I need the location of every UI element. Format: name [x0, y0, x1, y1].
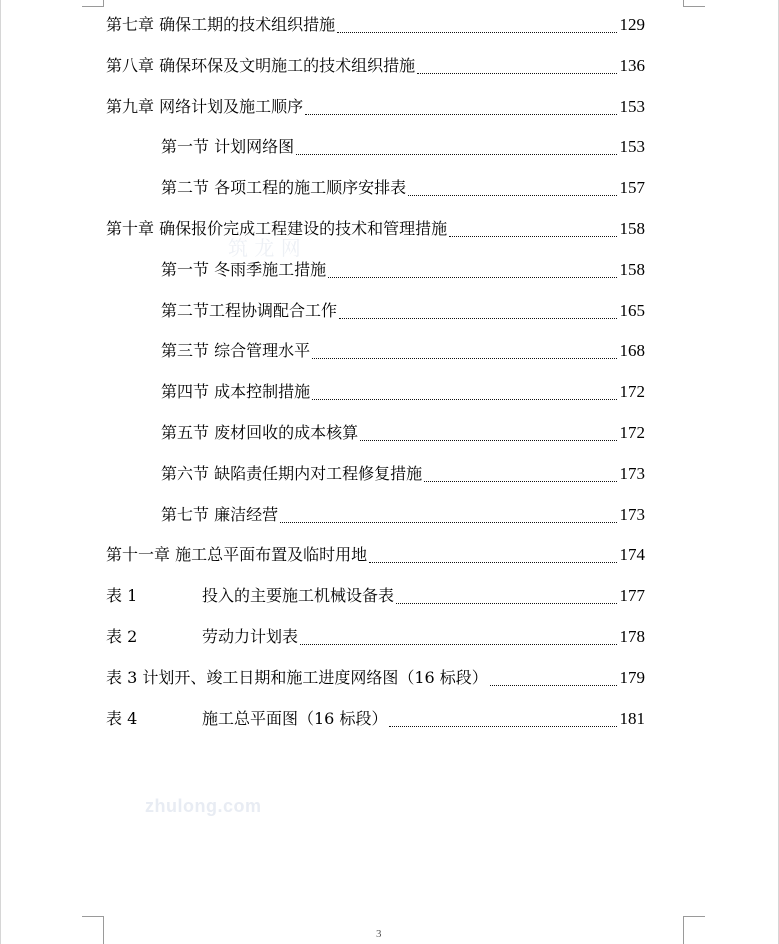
toc-entry[interactable]: [0, 174, 779, 202]
toc-entry-title: 第二节工程协调配合工作: [161, 300, 338, 320]
toc-entry-page: 173: [619, 463, 645, 483]
toc-entry-title-secondary: 劳动力计划表: [202, 627, 299, 646]
toc-entry[interactable]: [0, 256, 779, 284]
toc-dot-leader: [328, 249, 617, 278]
toc-dot-leader: [280, 494, 617, 523]
toc-entry-page: 157: [619, 178, 645, 198]
toc-entry-title: 表 2: [106, 627, 138, 646]
toc-dot-leader: [360, 412, 617, 441]
toc-dot-leader: [389, 698, 617, 727]
toc-entry-title-secondary: 施工总平面图（16 标段）: [202, 708, 388, 728]
toc-entry-title: 表 4: [106, 708, 138, 728]
toc-entry-page: 129: [619, 15, 645, 34]
toc-dot-leader: [296, 126, 617, 155]
toc-entry-title: 第五节 废材回收的成本核算: [161, 423, 359, 442]
toc-entry-page: 181: [619, 708, 645, 728]
toc-entry-title: 第六节 缺陷责任期内对工程修复措施: [161, 463, 423, 483]
toc-entry-title: 第七章 确保工期的技术组织措施: [106, 15, 336, 34]
toc-entry-title: 表 3 计划开、竣工日期和施工进度网络图（16 标段）: [106, 667, 488, 687]
toc-dot-leader: [396, 575, 617, 604]
toc-entry[interactable]: [0, 11, 779, 39]
toc-entry-title: 第三节 综合管理水平: [161, 341, 311, 361]
toc-entry[interactable]: [0, 623, 779, 651]
toc-entry[interactable]: [0, 297, 779, 325]
toc-entry[interactable]: [0, 664, 779, 692]
toc-entry[interactable]: [0, 378, 779, 406]
toc-entry-page: 153: [619, 137, 645, 157]
toc-dot-leader: [369, 534, 617, 563]
toc-dot-leader: [337, 4, 617, 33]
toc-entry[interactable]: [0, 582, 779, 610]
toc-entry-title: 第九章 网络计划及施工顺序: [106, 96, 304, 116]
toc-entry[interactable]: [0, 133, 779, 161]
toc-entry[interactable]: [0, 93, 779, 121]
toc-entry-page: 179: [619, 667, 645, 687]
toc-entry-page: 136: [619, 55, 645, 75]
toc-entry-page: 153: [619, 96, 645, 116]
toc-entry-title: 第四节 成本控制措施: [161, 382, 311, 402]
toc-entry-title: 第一节 冬雨季施工措施: [161, 259, 327, 279]
toc-entry-page: 165: [619, 300, 645, 320]
toc-entry[interactable]: [0, 541, 779, 569]
toc-entry-title: 第一节 计划网络图: [161, 137, 295, 157]
toc-entry[interactable]: [0, 501, 779, 529]
toc-entry-title: 第八章 确保环保及文明施工的技术组织措施: [106, 55, 416, 75]
toc-entry[interactable]: [0, 460, 779, 488]
toc-dot-leader: [312, 371, 617, 400]
toc-entry-title-secondary: 投入的主要施工机械设备表: [202, 586, 395, 606]
toc-entry-page: 172: [619, 382, 645, 402]
toc-entry[interactable]: [0, 337, 779, 365]
toc-entry-page: 177: [619, 586, 645, 606]
toc-entry-page: 173: [619, 504, 645, 524]
toc-entry-page: 178: [619, 627, 645, 646]
toc-dot-leader: [305, 86, 617, 115]
toc-entry-page: 174: [619, 545, 645, 565]
watermark: zhulong.com: [145, 796, 262, 816]
toc-entry-page: 158: [619, 219, 645, 238]
toc-entry-page: 172: [619, 423, 645, 442]
toc-entry[interactable]: [0, 52, 779, 80]
toc-entry[interactable]: [0, 215, 779, 243]
toc-entry-title: 表 1: [106, 586, 138, 606]
toc-entry-title: 第十章 确保报价完成工程建设的技术和管理措施: [106, 219, 448, 238]
toc-entry[interactable]: [0, 705, 779, 733]
toc-entry-page: 158: [619, 259, 645, 279]
toc-dot-leader: [339, 290, 617, 319]
toc-entry-title: 第二节 各项工程的施工顺序安排表: [161, 178, 407, 198]
watermark-cn: 筑 龙 网: [228, 236, 301, 260]
page-number: 3: [376, 928, 382, 940]
toc-entry-page: 168: [619, 341, 645, 361]
toc-entry-title: 第七节 廉洁经营: [161, 504, 279, 524]
toc-entry[interactable]: [0, 419, 779, 447]
toc-dot-leader: [312, 330, 617, 359]
toc-entry-title: 第十一章 施工总平面布置及临时用地: [106, 545, 368, 565]
toc-dot-leader: [300, 616, 617, 645]
